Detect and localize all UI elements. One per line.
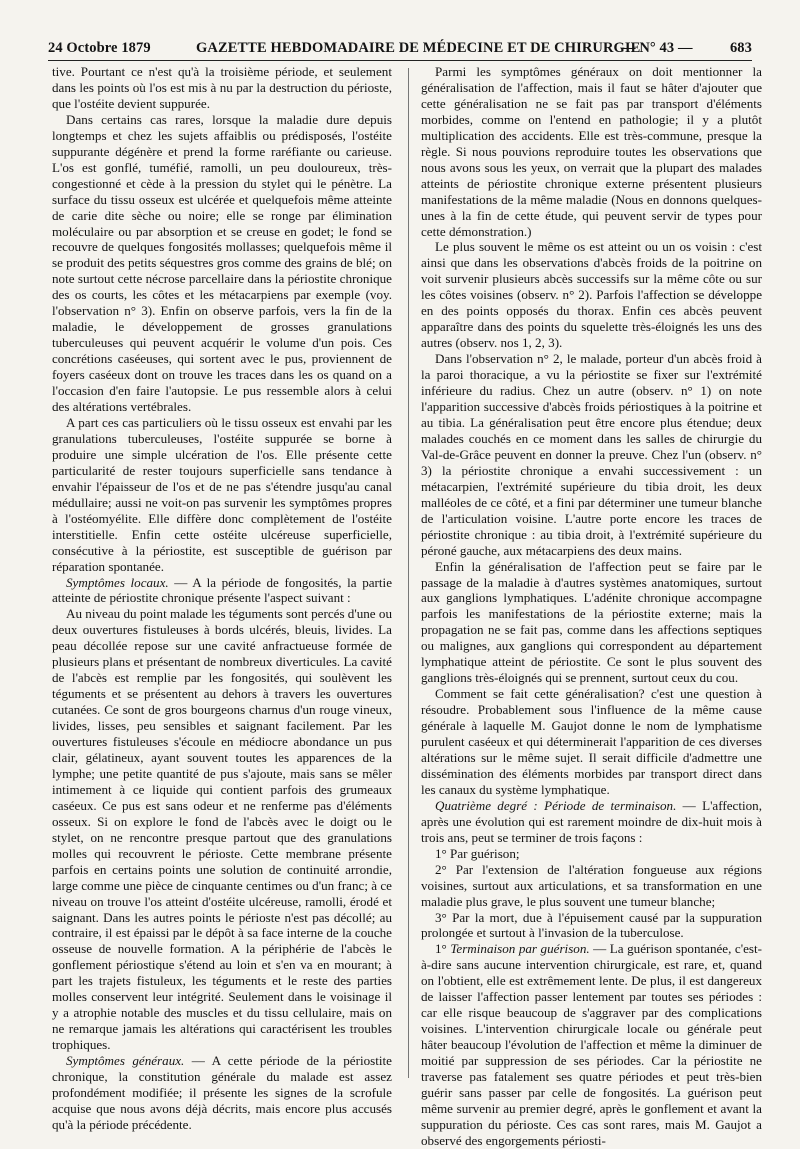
left-column <box>52 64 392 1133</box>
paragraph: tive. Pourtant ce n'est qu'à la troisième période, et seulement dans les points où l'os est mis à nu par la destruction du périoste, que l'ostéite devient suppurée. <box>52 64 392 111</box>
paragraph-text: — L'affection, après une évolution qui est rarement moindre de dix-huit mois à trois ans, peut se terminer de trois façons : <box>421 797 762 845</box>
column-divider <box>408 68 409 1078</box>
list-number: 1° <box>435 941 451 957</box>
header-date: 24 Octobre 1879 <box>48 40 151 56</box>
paragraph <box>421 941 762 1148</box>
paragraph-text: — La guérison spontanée, c'est-à-dire sans aucune intervention chirurgicale, est rare, et, quand on l'obtient, elle est extrêmement lente. De plus, il est dangereux de laisser l'affection passer lentement par toutes ses périodes : car elle risque beaucoup de s'aggraver par des complications voisines. L'intervention chirurgicale locale ou générale peut hâter beaucoup l'évolution de l'affection et même la diminuer de moitié par suppression de ses périodes. Car la périostite ne traverse pas fatalement ses quatre périodes et peut très-bien guérir sans passer par celle de fongosités. La guérison peut même survenir au premier degré, après le gonflement et avant la suppuration du périoste. Ces cas sont rares, mais M. Gaujot a observé des engorgements périosti- <box>421 941 762 1148</box>
paragraph-text: — A cette période de la périostite chronique, la constitution générale du malade est assez profondément modifiée; il présente les signes de la scrofule acquise que nous avons déjà décrits, mais encore plus accusés qu'à la période précédente. <box>52 1053 392 1132</box>
paragraph: Dans l'observation n° 2, le malade, porteur d'un abcès froid à la paroi thoracique, a vu la périostite se fixer sur l'extrémité inférieure du radius. Chez un autre (observ. n° 1) on note l'apparition successive d'abcès froids périostiques à la poitrine et au tibia. La généralisation peut être encore plus étendue; deux malades couchés en ce moment dans les salles de chirurgie du Val-de-Grâce peuvent en donner la preuve. Chez l'un (observ. n° 3) la périostite chronique a envahi successivement : un métacarpien, l'extrémité supérieure du tibia droit, les deux malléoles de ce côté, et a fini par déterminer une tumeur blanche de l'articulation voisine. L'autre porte encore les traces de périostite chronique : au tibia droit, à l'extrémité supérieure du péroné gauche, aux métacarpiens des deux mains. <box>421 351 762 558</box>
subheading-symptomes-locaux: Symptômes locaux. <box>66 574 169 590</box>
paragraph: Au niveau du point malade les téguments sont percés d'une ou deux ouvertures fistuleuses à bords ulcérés, bleuis, livides. La peau décollée repose sur une cavité anfractueuse formée de plusieurs plans et présentant de nombreux diverticules. La cavité de l'abcès est remplie par les fongosités, qui soulèvent les téguments et se présentent au dehors à travers les ouvertures cutanées. Ce sont de gros bourgeons charnus d'un rouge vineux, livides, lisses, peu sensibles et saignant facilement. Par les ouvertures fistuleuses s'écoule en médiocre abondance un pus clair, gélatineux, ayant souvent toutes les apparences de la lymphe; une petite quantité de pus s'ajoute, mais sans se mêler intimement à ce liquide qui contient parfois des grumeaux caséeux. Ce pus est sans odeur et ne renferme pas d'éléments osseux. Si on explore le fond de l'abcès avec le doigt ou le stylet, on ne rencontre presque partout que des granulations molles qui recouvrent le périoste. Cette membrane présente parfois en certains points une solution de continuité arrondie, large comme une pièce de cinquante centimes ou d'un franc; à ce niveau on trouve l'os atteint d'ostéite ulcéreuse, ramolli, érodé et saignant. Dans les autres points le périoste n'est pas décollé; au contraire, il est épaissi par le dépôt à sa face interne de la couche osseuse de nouvelle formation. A la périphérie de l'abcès le gonflement périostique s'étend au loin et s'en va en mourant; à part les trajets fistuleux, les téguments et le reste des parties molles conservent leur intégrité. Seulement dans le voisinage il y a atrophie notable des muscles et du tissu cellulaire, mais on ne remarque jamais les altérations qui caractérisent les troubles trophiques. <box>52 606 392 1053</box>
paragraph <box>52 575 392 607</box>
paragraph-text: — A la période de fongosités, la partie atteinte de périostite chronique présente l'aspect suivant : <box>52 574 393 606</box>
text-columns <box>52 64 763 1148</box>
subheading-terminaison-guerison: Terminaison par guérison. <box>450 941 590 957</box>
paragraph: A part ces cas particuliers où le tissu osseux est envahi par les granulations tuberculeuses, l'ostéite suppurée se borne à produire une simple ulcération de l'os. Elle présente cette particularité de rester toujours superficielle sans tendance à envahir l'épaisseur de l'os et de ne pas s'étendre jusqu'au canal médullaire; aussi ne voit-on pas survenir les symptômes propres à l'ostéomyélite. Elle diffère donc complètement de l'ostéite interstitielle. Enfin cette ostéite ulcéreuse superficielle, consécutive à la périostite, est susceptible de guérison par réparation spontanée. <box>52 414 392 574</box>
paragraph: Comment se fait cette généralisation? c'est une question à résoudre. Probablement sous l'influence de la même cause générale à laquelle M. Gaujot donne le nom de lymphatisme purulent caséeux et qui déterminerait l'apparition de ces diverses altérations sur le même sujet. Il serait difficile d'admettre une dissémination des éléments morbides par transport direct dans les canaux du système lymphatique. <box>421 686 762 797</box>
list-item: 3° Par la mort, due à l'épuisement causé par la suppuration prolongée et surtout à l'invasion de la tuberculose. <box>421 909 762 941</box>
page-header <box>48 38 752 61</box>
paragraph: Parmi les symptômes généraux on doit mentionner la généralisation de l'affection, mais il faut se hâter d'ajouter que cette généralisation ne se fait pas par transport d'éléments morbides, comme on l'entend en pathologie; il y a plutôt multiplication des accidents. Elle est très-commune, presque la règle. Si nous pouvions reproduire toutes les observations que nous avons sous les yeux, on verrait que la plupart des malades atteints de périostite chronique externe présentent plusieurs manifestations de la même maladie (Nous en donnons quelques-unes à la fin de cette étude, qui peuvent servir de types pour cette démonstration.) <box>421 64 762 239</box>
list-item: 2° Par l'extension de l'altération fongueuse aux régions voisines, surtout aux articulations, et sa transformation en une maladie plus grave, le plus souvent une tumeur blanche; <box>421 861 762 909</box>
paragraph <box>52 1053 392 1133</box>
subheading-quatrieme-degre: Quatrième degré : Période de terminaison. <box>435 797 677 813</box>
header-page-number: 683 <box>729 40 752 56</box>
paragraph: Enfin la généralisation de l'affection peut se faire par le passage de la maladie à d'autres systèmes anatomiques, surtout aux ganglions lymphatiques. L'adénite chronique accompagne parfois les manifestations de la périostite externe; mais la propagation ne se fait pas, comme dans les affections septiques ou malignes, aux ganglions qui correspondent au département lymphatique atteint de périostite. Ce sont le plus souvent des ganglions très-éloignés qui se prennent, surtout ceux du cou. <box>421 558 762 686</box>
header-title: GAZETTE HEBDOMADAIRE DE MÉDECINE ET DE CHIRURGIE <box>196 40 641 56</box>
paragraph <box>421 798 762 846</box>
header-issue-number: — N° 43 — <box>621 40 693 56</box>
right-column <box>421 64 762 1149</box>
paragraph: Dans certains cas rares, lorsque la maladie dure depuis longtemps et chez les sujets affaiblis ou prédisposés, l'ostéite suppurante dégénère et prend la forme raréfiante ou carieuse. L'os est gonflé, tuméfié, ramolli, un peu douloureux, très-congestionné et cède à la pression du stylet qui le pénètre. La surface du tissu osseux est ulcérée et quelquefois même atteinte de carie dite sèche ou noire; elle se ronge par élimination moléculaire ou par absorption et se creuse en godet; le fond se recouvre de quelques fongosités mollasses; quelquefois même il se produit des petits séquestres gros comme des grains de blé; on note surtout cette nécrose parcellaire dans la périostite chronique des os courts, les côtes et les métacarpiens par exemple (voy. l'observation n° 3). Enfin on observe parfois, vers la fin de la maladie, le développement de grosses granulations tuberculeuses qui peuvent acquérir le volume d'un pois. Ces concrétions caséeuses, qui sortent avec le pus, proviennent de foyers caséeux dont on trouve les traces dans les os quand on a l'occasion d'en faire l'autopsie. Le pus ressemble alors à celui des altérations vertébrales. <box>52 111 393 415</box>
subheading-symptomes-generaux: Symptômes généraux. <box>66 1053 185 1069</box>
paragraph: Le plus souvent le même os est atteint ou un os voisin : c'est ainsi que dans les observations d'abcès froids de la poitrine on voit survenir plusieurs abcès successifs sur la même côte ou sur les côtes voisines (observ. n° 2). Parfois l'affection se développe en des points opposés du thorax. Enfin ces abcès peuvent apparaître dans des points du squelette très-éloignés les uns des autres (observ. nos 1, 2, 3). <box>421 239 762 351</box>
list-item: 1° Par guérison; <box>435 845 520 861</box>
